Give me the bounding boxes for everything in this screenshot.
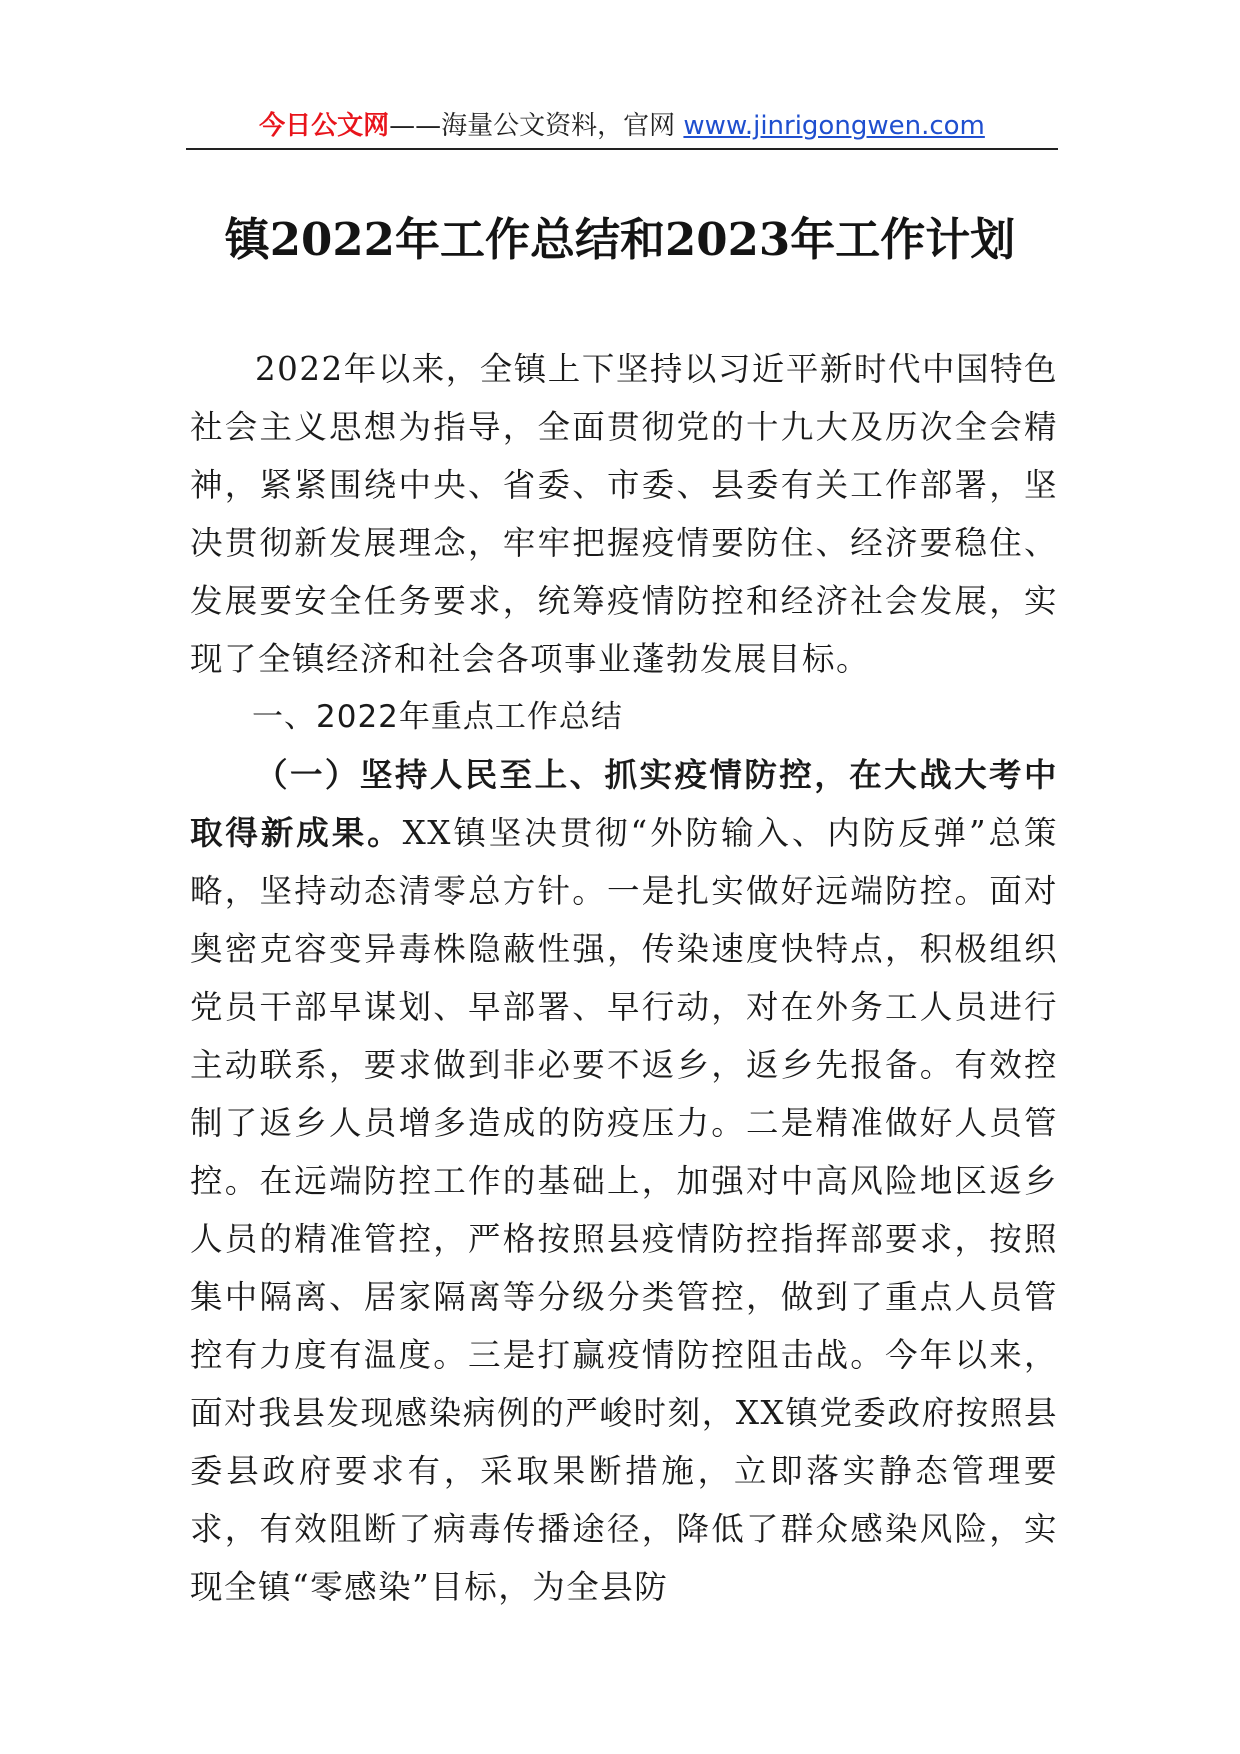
- subsection-text-1: XX镇坚决贯彻“外防输入、内防反弹”总策略，坚持动态清零总方针。一是扎实做好远端防控。面对奥密克容变异毒株隐蔽性强，传染速度快特点，积极组织党员干部早谋划、早部署、早行动，对在外务工人员进行主动联系，要求做到非必要不返乡，返乡先报备。有效控制了返乡人员增多造成的防疫压力。二是精准做好人员管控。在远端防控工作的基础上，加强对中高风险地区返乡人员的精准管控，严格按照县疫情防控指挥部要求，按照集中隔离、居家隔离等分级分类管控，做到了重点人员管控有力度有温度。三是打赢疫情防控阻击战。今年以来，面对我县发现感染病例的严峻时刻，XX镇党委政府按照县委县政府要求有，采取果断措施，立即落实静态管理要求，有效阻断了病毒传播途径，降低了群众感染风险，实现全镇“零感染”目标，为全县防: [190, 814, 1058, 1606]
- intro-paragraph: 2022年以来，全镇上下坚持以习近平新时代中国特色社会主义思想为指导，全面贯彻党的十九大及历次全会精神，紧紧围绕中央、省委、市委、县委有关工作部署，坚决贯彻新发展理念，牢牢把握疫情要防住、经济要稳住、发展要安全任务要求，统筹疫情防控和经济社会发展，实现了全镇经济和社会各项事业蓬勃发展目标。: [190, 350, 1058, 678]
- subsection-heading-1: （一）坚持人民至上、抓实疫情防控，在大战大考中取得新成果。: [190, 755, 1058, 852]
- document-title: 镇2022年工作总结和2023年工作计划: [224, 213, 1016, 266]
- subsection-paragraph-1: [190, 746, 1058, 1616]
- page-header: [186, 104, 1058, 150]
- site-brand: 今日公文网: [259, 111, 390, 141]
- site-url-link[interactable]: www.jinrigongwen.com: [683, 111, 985, 141]
- site-tagline: ——海量公文资料，官网: [389, 111, 684, 141]
- document-body: [190, 340, 1058, 1616]
- section-heading-1: 一、2022年重点工作总结: [252, 699, 623, 735]
